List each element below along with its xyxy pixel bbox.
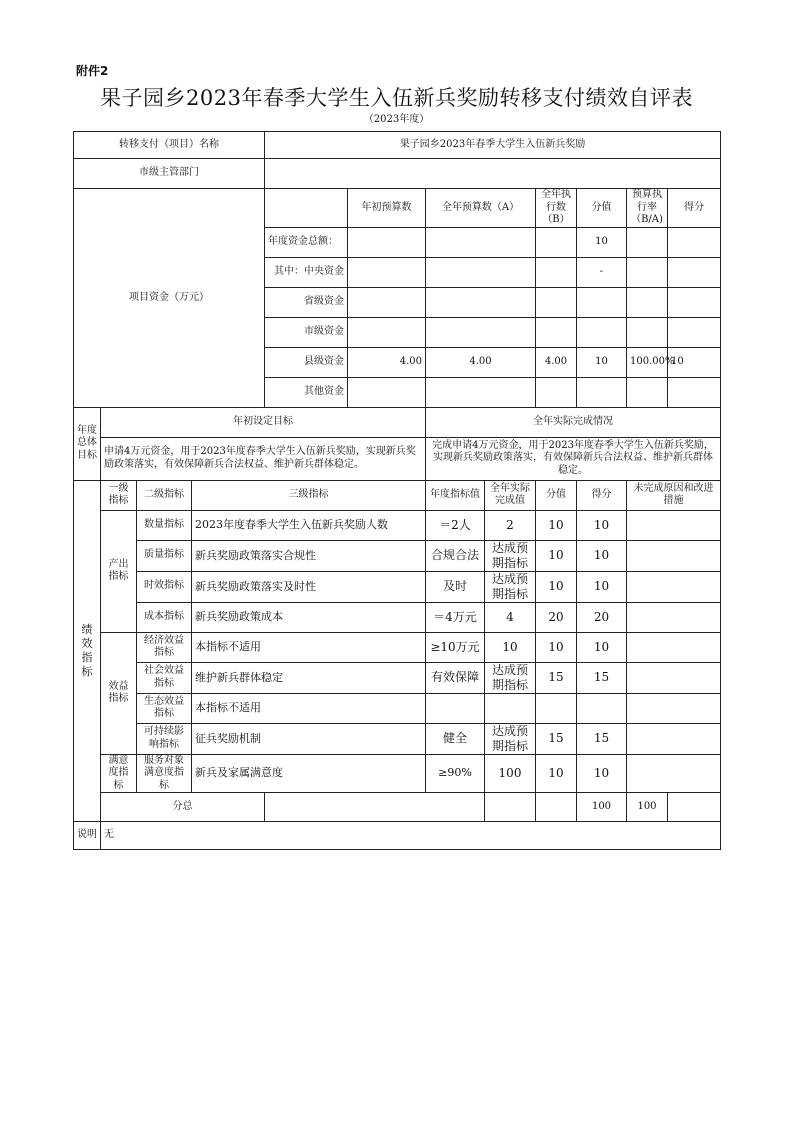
funds-header-score: 分值 bbox=[577, 189, 627, 228]
goals-actual-header: 全年实际完成情况 bbox=[426, 407, 721, 437]
indicator-level3: 新兵及家属满意度 bbox=[192, 754, 426, 793]
funds-got bbox=[668, 377, 721, 407]
indicator-actual: 100 bbox=[485, 754, 536, 793]
indicators-header-level1: 一级指标 bbox=[101, 480, 137, 510]
indicator-target: ＝4万元 bbox=[426, 602, 485, 632]
indicator-got: 10 bbox=[577, 571, 627, 602]
indicator-level2: 社会效益指标 bbox=[137, 662, 192, 693]
indicators-header-actual: 全年实际完成值 bbox=[485, 480, 536, 510]
total-score: 100 bbox=[577, 793, 627, 822]
indicator-level3: 2023年度春季大学生入伍新兵奖励人数 bbox=[192, 510, 426, 540]
funds-score: - bbox=[577, 257, 627, 287]
form-title: 果子园乡2023年春季大学生入伍新兵奖励转移支付绩效自评表 bbox=[100, 86, 693, 110]
funds-executed bbox=[536, 257, 577, 287]
indicator-got: 15 bbox=[577, 723, 627, 754]
funds-initial bbox=[348, 377, 426, 407]
indicator-reason bbox=[627, 540, 721, 571]
note-label: 说明 bbox=[74, 822, 101, 850]
goals-label: 年度总体目标 bbox=[74, 407, 101, 480]
department-value bbox=[265, 159, 721, 189]
funds-executed bbox=[536, 377, 577, 407]
funds-rate bbox=[627, 287, 668, 317]
indicator-level1: 满意度指标 bbox=[101, 754, 137, 793]
indicator-level1: 产出指标 bbox=[101, 510, 137, 632]
indicator-actual: 达成预期指标 bbox=[485, 662, 536, 693]
attachment-label: 附件2 bbox=[76, 64, 109, 78]
indicators-header-reason: 未完成原因和改进措施 bbox=[627, 480, 721, 510]
total-blank-a bbox=[265, 793, 485, 822]
indicators-header-got: 得分 bbox=[577, 480, 627, 510]
indicator-row bbox=[74, 662, 721, 693]
indicator-row bbox=[74, 510, 721, 540]
total-blank-c bbox=[536, 793, 577, 822]
indicator-level1: 效益指标 bbox=[101, 632, 137, 754]
indicator-score: 10 bbox=[536, 540, 577, 571]
indicator-got: 10 bbox=[577, 632, 627, 662]
indicators-header-score: 分值 bbox=[536, 480, 577, 510]
funds-got bbox=[668, 257, 721, 287]
form-subtitle: （2023年度） bbox=[363, 114, 430, 125]
indicator-score: 10 bbox=[536, 510, 577, 540]
funds-header-annual: 全年预算数（A） bbox=[426, 189, 536, 228]
funds-initial: 4.00 bbox=[348, 347, 426, 377]
indicator-score: 10 bbox=[536, 571, 577, 602]
indicator-level2: 可持续影响指标 bbox=[137, 723, 192, 754]
evaluation-table bbox=[73, 131, 721, 850]
indicator-actual: 达成预期指标 bbox=[485, 723, 536, 754]
funds-executed bbox=[536, 287, 577, 317]
funds-score: 10 bbox=[577, 347, 627, 377]
funds-annual bbox=[426, 287, 536, 317]
indicator-level2: 数量指标 bbox=[137, 510, 192, 540]
indicators-header-target: 年度指标值 bbox=[426, 480, 485, 510]
indicator-row bbox=[74, 723, 721, 754]
indicator-got: 10 bbox=[577, 510, 627, 540]
funds-score bbox=[577, 287, 627, 317]
indicator-reason bbox=[627, 754, 721, 793]
indicator-reason bbox=[627, 510, 721, 540]
goals-actual-text: 完成申请4万元资金，用于2023年度春季大学生入伍新兵奖励，实现新兵奖励政策落实，有效保障新兵合法权益、维护新兵群体稳定。 bbox=[426, 437, 721, 480]
indicators-header-row bbox=[74, 480, 721, 510]
indicator-level3: 本指标不适用 bbox=[192, 693, 426, 723]
indicator-target: ＝2人 bbox=[426, 510, 485, 540]
indicator-score: 15 bbox=[536, 662, 577, 693]
funds-got bbox=[668, 227, 721, 257]
funds-got: 10 bbox=[668, 347, 721, 377]
indicator-score: 10 bbox=[536, 754, 577, 793]
funds-executed bbox=[536, 317, 577, 347]
funds-annual bbox=[426, 257, 536, 287]
funds-got bbox=[668, 287, 721, 317]
indicator-row bbox=[74, 693, 721, 723]
total-row bbox=[74, 793, 721, 822]
indicator-reason bbox=[627, 723, 721, 754]
indicator-level2: 时效指标 bbox=[137, 571, 192, 602]
note-row bbox=[74, 822, 721, 850]
funds-header-rate: 预算执行率（B/A) bbox=[627, 189, 668, 228]
indicator-target: 有效保障 bbox=[426, 662, 485, 693]
indicator-level3: 征兵奖励机制 bbox=[192, 723, 426, 754]
funds-initial bbox=[348, 317, 426, 347]
indicator-row bbox=[74, 632, 721, 662]
indicator-actual: 2 bbox=[485, 510, 536, 540]
total-reason bbox=[668, 793, 721, 822]
funds-annual bbox=[426, 317, 536, 347]
funds-row-label: 省级资金 bbox=[265, 287, 348, 317]
department-row bbox=[74, 159, 721, 189]
project-name-value: 果子园乡2023年春季大学生入伍新兵奖励 bbox=[265, 132, 721, 159]
indicator-target: 健全 bbox=[426, 723, 485, 754]
indicator-target: ≥10万元 bbox=[426, 632, 485, 662]
funds-rate bbox=[627, 317, 668, 347]
indicators-section-label: 绩效指标 bbox=[74, 480, 101, 822]
funds-header-got: 得分 bbox=[668, 189, 721, 228]
indicator-actual: 10 bbox=[485, 632, 536, 662]
goals-content-row bbox=[74, 437, 721, 480]
indicator-reason bbox=[627, 632, 721, 662]
indicator-got: 15 bbox=[577, 662, 627, 693]
indicator-actual: 达成预期指标 bbox=[485, 540, 536, 571]
indicator-reason bbox=[627, 662, 721, 693]
funds-got bbox=[668, 317, 721, 347]
indicator-level2: 生态效益指标 bbox=[137, 693, 192, 723]
indicator-target bbox=[426, 693, 485, 723]
indicator-row bbox=[74, 754, 721, 793]
funds-initial bbox=[348, 257, 426, 287]
funds-executed: 4.00 bbox=[536, 347, 577, 377]
funds-initial bbox=[348, 227, 426, 257]
project-name-row bbox=[74, 132, 721, 159]
funds-row-label: 年度资金总额： bbox=[265, 227, 348, 257]
indicator-row bbox=[74, 571, 721, 602]
indicator-score: 10 bbox=[536, 632, 577, 662]
total-label: 分总 bbox=[101, 793, 265, 822]
note-value: 无 bbox=[101, 822, 721, 850]
funds-header-executed: 全年执行数（B） bbox=[536, 189, 577, 228]
indicator-reason bbox=[627, 571, 721, 602]
funds-row-label: 县级资金 bbox=[265, 347, 348, 377]
indicator-level3: 新兵奖励政策落实及时性 bbox=[192, 571, 426, 602]
funds-score: 10 bbox=[577, 227, 627, 257]
indicator-got: 10 bbox=[577, 540, 627, 571]
indicator-actual: 4 bbox=[485, 602, 536, 632]
indicator-got: 20 bbox=[577, 602, 627, 632]
indicator-target: 合规合法 bbox=[426, 540, 485, 571]
indicator-actual: 达成预期指标 bbox=[485, 571, 536, 602]
department-label: 市级主管部门 bbox=[74, 159, 265, 189]
funds-rate bbox=[627, 227, 668, 257]
funds-rate bbox=[627, 377, 668, 407]
indicator-target: ≥90% bbox=[426, 754, 485, 793]
funds-header-blank bbox=[265, 189, 348, 228]
indicator-level3: 维护新兵群体稳定 bbox=[192, 662, 426, 693]
funds-annual bbox=[426, 377, 536, 407]
funds-header-row bbox=[74, 189, 721, 228]
funds-initial bbox=[348, 287, 426, 317]
indicator-score: 15 bbox=[536, 723, 577, 754]
indicator-actual bbox=[485, 693, 536, 723]
indicator-reason bbox=[627, 602, 721, 632]
total-got: 100 bbox=[627, 793, 668, 822]
funds-header-initial: 年初预算数 bbox=[348, 189, 426, 228]
indicator-row bbox=[74, 540, 721, 571]
indicator-got bbox=[577, 693, 627, 723]
indicator-level2: 成本指标 bbox=[137, 602, 192, 632]
funds-rate bbox=[627, 257, 668, 287]
indicator-got: 10 bbox=[577, 754, 627, 793]
funds-row-label: 其他资金 bbox=[265, 377, 348, 407]
funds-score bbox=[577, 377, 627, 407]
indicators-header-level2: 二级指标 bbox=[137, 480, 192, 510]
goals-planned-text: 申请4万元资金，用于2023年度春季大学生入伍新兵奖励，实现新兵奖励政策落实，有效保障新兵合法权益、维护新兵群体稳定。 bbox=[101, 437, 426, 480]
indicator-level3: 新兵奖励政策落实合规性 bbox=[192, 540, 426, 571]
indicators-header-level3: 三级指标 bbox=[192, 480, 426, 510]
funds-executed bbox=[536, 227, 577, 257]
goals-header-row bbox=[74, 407, 721, 437]
funds-row-label: 其中：中央资金 bbox=[265, 257, 348, 287]
total-blank-b bbox=[485, 793, 536, 822]
funds-annual: 4.00 bbox=[426, 347, 536, 377]
indicator-target: 及时 bbox=[426, 571, 485, 602]
goals-planned-header: 年初设定目标 bbox=[101, 407, 426, 437]
indicator-score bbox=[536, 693, 577, 723]
funds-rate: 100.00% bbox=[627, 347, 668, 377]
indicator-level3: 新兵奖励政策成本 bbox=[192, 602, 426, 632]
indicator-score: 20 bbox=[536, 602, 577, 632]
indicator-level2: 经济效益指标 bbox=[137, 632, 192, 662]
funds-row-label: 市级资金 bbox=[265, 317, 348, 347]
indicator-row bbox=[74, 602, 721, 632]
funds-section-label: 项目资金（万元） bbox=[74, 189, 265, 408]
funds-annual bbox=[426, 227, 536, 257]
funds-score bbox=[577, 317, 627, 347]
indicator-reason bbox=[627, 693, 721, 723]
indicator-level2: 质量指标 bbox=[137, 540, 192, 571]
project-name-label: 转移支付（项目）名称 bbox=[74, 132, 265, 159]
indicator-level3: 本指标不适用 bbox=[192, 632, 426, 662]
indicator-level2: 服务对象满意度指标 bbox=[137, 754, 192, 793]
